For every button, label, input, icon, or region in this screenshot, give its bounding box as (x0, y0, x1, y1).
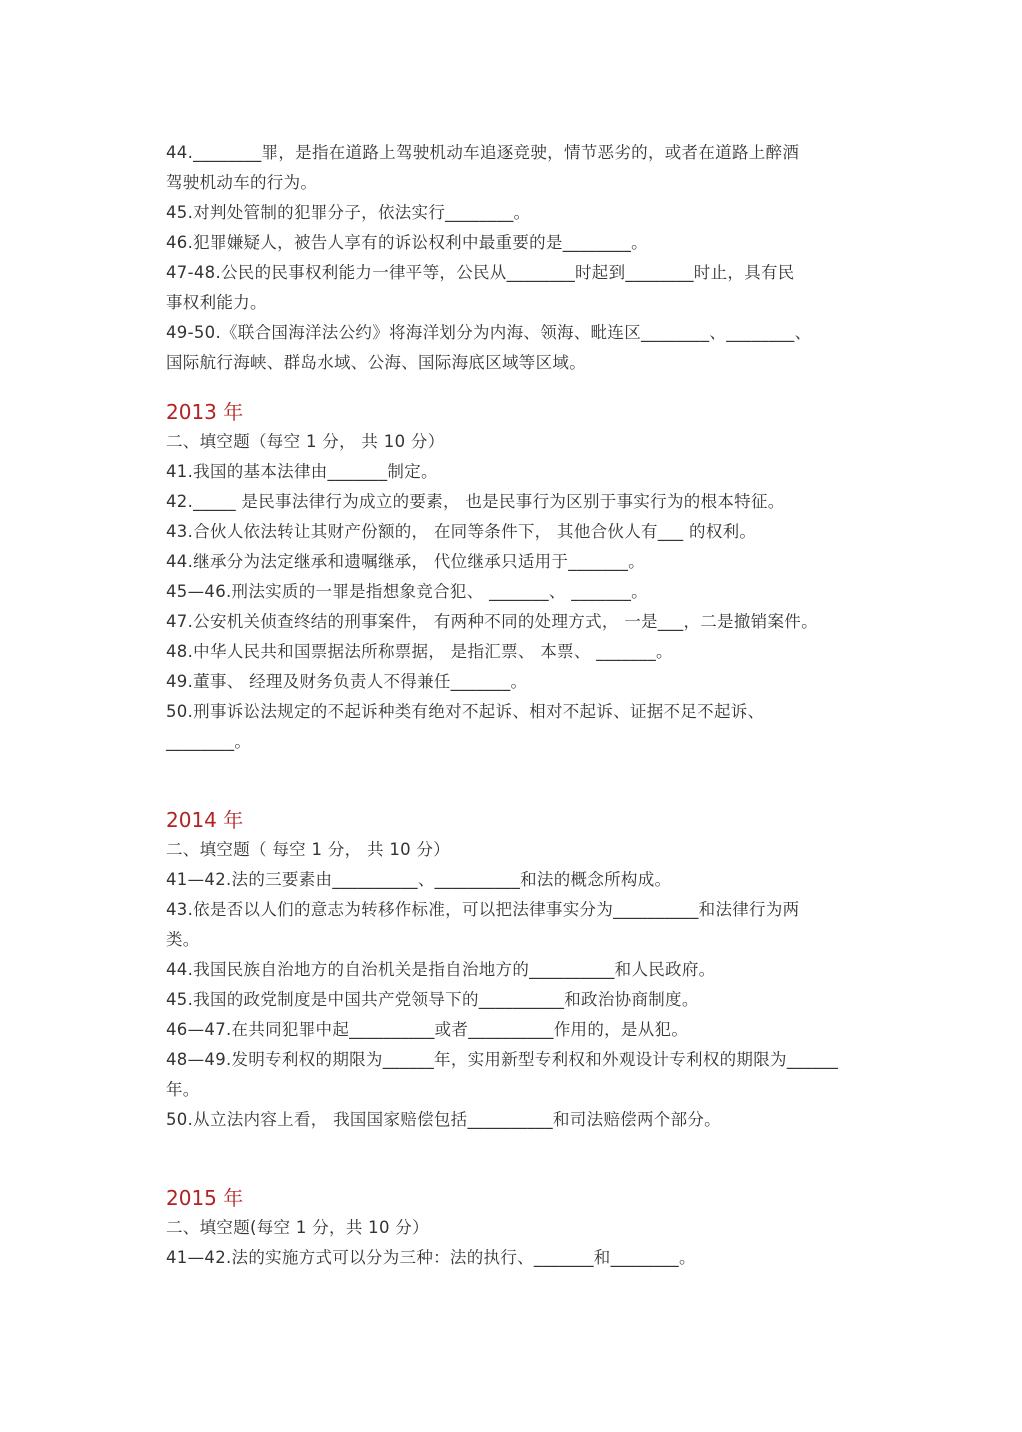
question-line: 国际航行海峡、群岛水域、公海、国际海底区域等区域。 (166, 353, 586, 372)
year-heading: 2014 年 (166, 808, 244, 832)
question-line: 事权利能力。 (166, 293, 267, 312)
question-line: 50.刑事诉讼法规定的不起诉种类有绝对不起诉、相对不起诉、证据不足不起诉、 (166, 702, 765, 721)
question-line: 44.________罪，是指在道路上驾驶机动车追逐竞驶，情节恶劣的，或者在道路上醉酒 (166, 143, 800, 162)
section-subtitle: 二、填空题（每空 1 分， 共 10 分） (166, 432, 445, 451)
question-line: 42._____ 是民事法律行为成立的要素， 也是民事行为区别于事实行为的根本特征。 (166, 492, 785, 511)
question-line: 驾驶机动车的行为。 (166, 173, 318, 192)
year-heading: 2013 年 (166, 400, 244, 424)
year-heading: 2015 年 (166, 1186, 244, 1210)
section-2014 (166, 805, 926, 1135)
question-line: 类。 (166, 930, 200, 949)
question-line: 50.从立法内容上看， 我国国家赔偿包括__________和司法赔偿两个部分。 (166, 1110, 721, 1129)
question-line: 44.继承分为法定继承和遗嘱继承， 代位继承只适用于_______。 (166, 552, 645, 571)
section-2015 (166, 1183, 926, 1273)
question-line: 47.公安机关侦查终结的刑事案件， 有两种不同的处理方式， 一是___，二是撤销案件。 (166, 612, 818, 631)
question-line: 43.合伙人依法转让其财产份额的， 在同等条件下， 其他合伙人有___ 的权利。 (166, 522, 757, 541)
question-line: 44.我国民族自治地方的自治机关是指自治地方的__________和人民政府。 (166, 960, 716, 979)
question-line: 41.我国的基本法律由_______制定。 (166, 462, 438, 481)
question-line: 48.中华人民共和国票据法所称票据， 是指汇票、 本票、 _______。 (166, 642, 673, 661)
question-line: 年。 (166, 1080, 200, 1099)
question-line: 46.犯罪嫌疑人，被告人享有的诉讼权利中最重要的是________。 (166, 233, 648, 252)
question-line: 41—42.法的实施方式可以分为三种：法的执行、_______和________。 (166, 1248, 696, 1267)
question-line: 46—47.在共同犯罪中起__________或者__________作用的，是从犯。 (166, 1020, 689, 1039)
section-subtitle: 二、填空题（ 每空 1 分， 共 10 分） (166, 840, 451, 859)
section-subtitle: 二、填空题(每空 1 分，共 10 分） (166, 1218, 429, 1237)
question-line: 49.董事、 经理及财务负责人不得兼任_______。 (166, 672, 528, 691)
question-line: 43.依是否以人们的意志为转移作标准，可以把法律事实分为__________和法律行为两 (166, 900, 800, 919)
question-line: ________。 (166, 732, 252, 751)
question-line: 45.我国的政党制度是中国共产党领导下的__________和政治协商制度。 (166, 990, 699, 1009)
question-line: 45—46.刑法实质的一罪是指想象竞合犯、 _______、 _______。 (166, 582, 648, 601)
question-line: 47-48.公民的民事权利能力一律平等，公民从________时起到________时止，具有民 (166, 263, 795, 282)
question-line: 45.对判处管制的犯罪分子，依法实行________。 (166, 203, 531, 222)
question-line: 49-50.《联合国海洋法公约》将海洋划分为内海、领海、毗连区________、________、 (166, 323, 812, 342)
intro-questions (166, 138, 926, 378)
question-line: 41—42.法的三要素由__________、__________和法的概念所构成。 (166, 870, 672, 889)
question-line: 48—49.发明专利权的期限为______年，实用新型专利权和外观设计专利权的期限为______ (166, 1050, 839, 1069)
section-2013 (166, 397, 926, 757)
